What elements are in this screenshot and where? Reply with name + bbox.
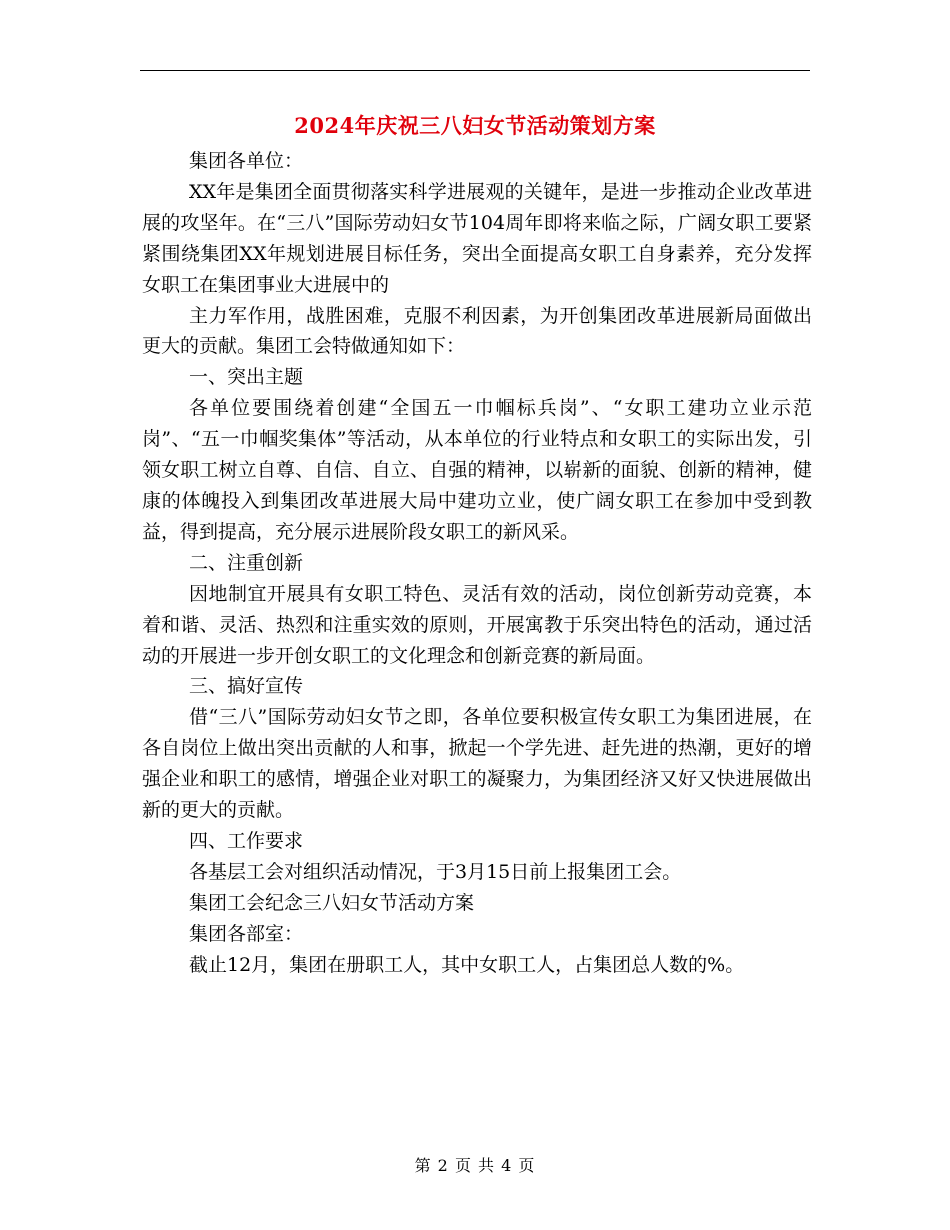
- section-heading-1: 一、突出主题: [189, 366, 304, 389]
- section-heading-3: 三、搞好宣传: [189, 675, 304, 698]
- subdocument-title: 集团工会纪念三八妇女节活动方案: [189, 891, 475, 914]
- paragraph-statistics: 截止12月，集团在册职工人，其中女职工人，占集团总人数的%。: [189, 953, 745, 976]
- section-heading-4: 四、工作要求: [189, 829, 304, 852]
- paragraph-section-4: 各基层工会对组织活动情况，于3月15日前上报集团工会。: [189, 860, 682, 883]
- document-title: 2024年庆祝三八妇女节活动策划方案: [294, 113, 656, 138]
- section-heading-2: 二、注重创新: [189, 551, 304, 574]
- subdocument-salutation: 集团各部室：: [189, 922, 304, 945]
- paragraph-intro-continued: 主力军作用，战胜困难，克服不利因素，为开创集团改革进展新局面做出更大的贡献。集团工会特做通知如下：: [142, 304, 812, 358]
- page-number: 第 2 页 共 4 页: [414, 1156, 536, 1175]
- header-rule: [140, 70, 810, 71]
- paragraph-section-3: 借“三八”国际劳动妇女节之即，各单位要积极宣传女职工为集团进展，在各自岗位上做出突出贡献的人和事，掀起一个学先进、赶先进的热潮，更好的增强企业和职工的感情，增强企业对职工的凝聚力，为集团经济又好又快进展做出新的更大的贡献。: [142, 706, 812, 822]
- paragraph-section-2: 因地制宜开展具有女职工特色、灵活有效的活动，岗位创新劳动竞赛，本着和谐、灵活、热烈和注重实效的原则，开展寓教于乐突出特色的活动，通过活动的开展进一步开创女职工的文化理念和创新竞赛的新局面。: [142, 582, 812, 667]
- salutation: 集团各单位：: [189, 150, 304, 172]
- paragraph-intro: XX年是集团全面贯彻落实科学进展观的关键年，是进一步推动企业改革进展的攻坚年。在“三八”国际劳动妇女节104周年即将来临之际，广阔女职工要紧紧围绕集团XX年规划进展目标任务，突出全面提高女职工自身素养，充分发挥女职工在集团事业大进展中的: [142, 180, 812, 296]
- document-body: [142, 146, 812, 980]
- paragraph-section-1: 各单位要围绕着创建“全国五一巾帼标兵岗”、“女职工建功立业示范岗”、“五一巾帼奖集体”等活动，从本单位的行业特点和女职工的实际出发，引领女职工树立自尊、自信、自立、自强的精神，以崭新的面貌、创新的精神，健康的体魄投入到集团改革进展大局中建功立业，使广阔女职工在参加中受到教益，得到提高，充分展示进展阶段女职工的新风采。: [142, 397, 812, 543]
